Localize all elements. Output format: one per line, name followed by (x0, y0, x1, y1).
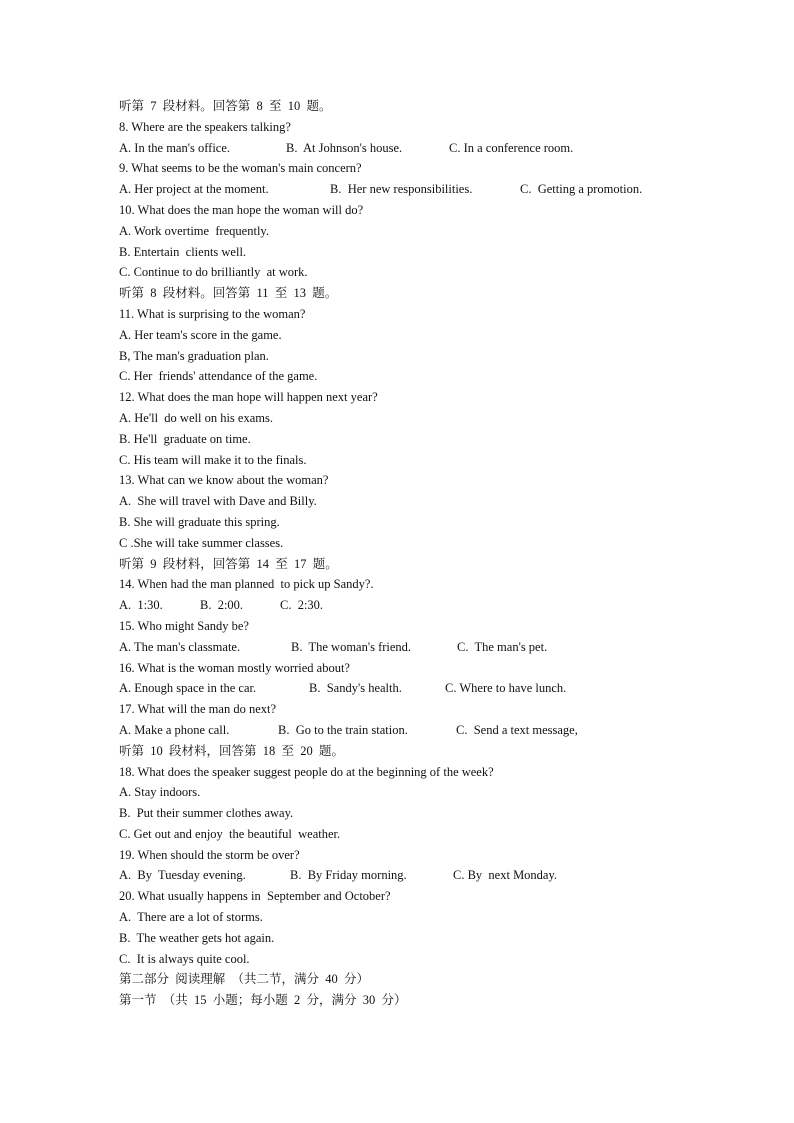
answer-option: C. In a conference room. (449, 140, 574, 155)
question-text: 19. When should the storm be over? (119, 847, 300, 862)
question-text: 18. What does the speaker suggest people do at the beginning of the week? (119, 764, 494, 779)
answer-option: C. Getting a promotion. (520, 182, 643, 197)
option-row (119, 179, 739, 200)
answer-option: A. By Tuesday evening. (119, 868, 246, 883)
answer-option: C. Send a text message, (456, 722, 578, 737)
question-text: 20. What usually happens in September and October? (119, 889, 391, 904)
answer-option: A. There are a lot of storms. (119, 910, 263, 925)
answer-option: C. Continue to do brilliantly at work. (119, 265, 308, 280)
answer-option: A. In the man's office. (119, 140, 231, 155)
answer-option: B. At Johnson's house. (286, 140, 403, 155)
section-heading: 听第 10 段材料，回答第 18 至 20 题。 (119, 743, 345, 758)
answer-option: B. The weather gets hot again. (119, 930, 275, 945)
section-heading: 听第 8 段材料。回答第 11 至 13 题。 (119, 286, 338, 301)
question-text: 14. When had the man planned to pick up Sandy?. (119, 577, 374, 592)
answer-option: A. The man's classmate. (119, 639, 241, 654)
answer-option: C. Get out and enjoy the beautiful weather. (119, 826, 341, 841)
option-row (119, 595, 739, 616)
answer-option: B. 2:00. (200, 598, 244, 613)
section-heading: 第二部分 阅读理解 （共二节，满分 40 分） (119, 972, 370, 987)
question-text: 17. What will the man do next? (119, 702, 277, 717)
answer-option: B. Sandy's health. (309, 681, 402, 696)
answer-option: A. 1:30. (119, 598, 163, 613)
question-text: 15. Who might Sandy be? (119, 618, 249, 633)
option-row (119, 678, 739, 699)
answer-option: A. Make a phone call. (119, 722, 230, 737)
answer-option: B. Entertain clients well. (119, 244, 247, 259)
exam-content (119, 96, 739, 1011)
answer-option: B. She will graduate this spring. (119, 514, 280, 529)
question-text: 10. What does the man hope the woman will do? (119, 202, 364, 217)
answer-option: B. Her new responsibilities. (330, 182, 473, 197)
question-text: 9. What seems to be the woman's main concern? (119, 161, 362, 176)
answer-option: B. By Friday morning. (290, 868, 407, 883)
question-text: 11. What is surprising to the woman? (119, 306, 306, 321)
option-row (119, 720, 739, 741)
question-text: 8. Where are the speakers talking? (119, 119, 291, 134)
answer-option: A. He'll do well on his exams. (119, 410, 273, 425)
section-heading: 听第 7 段材料。回答第 8 至 10 题。 (119, 99, 332, 113)
answer-option: A. Her project at the moment. (119, 182, 269, 197)
answer-option: A. Enough space in the car. (119, 681, 257, 696)
answer-option: C. His team will make it to the finals. (119, 452, 307, 467)
answer-option: B. He'll graduate on time. (119, 431, 251, 446)
answer-option: A. Work overtime frequently. (119, 223, 269, 238)
answer-option: A. She will travel with Dave and Billy. (119, 494, 317, 509)
question-text: 16. What is the woman mostly worried about? (119, 660, 350, 675)
option-row (119, 138, 739, 159)
option-row (119, 637, 739, 658)
answer-option: C. By next Monday. (453, 868, 558, 883)
section-heading: 听第 9 段材料，回答第 14 至 17 题。 (119, 556, 338, 571)
answer-option: C .She will take summer classes. (119, 535, 284, 550)
answer-option: B. The woman's friend. (291, 639, 412, 654)
answer-option: A. Her team's score in the game. (119, 327, 282, 342)
answer-option: C. 2:30. (280, 598, 324, 613)
answer-option: C. Where to have lunch. (445, 681, 567, 696)
option-row (119, 865, 739, 886)
answer-option: B. Go to the train station. (278, 722, 408, 737)
section-heading: 第一节 （共 15 小题；每小题 2 分，满分 30 分） (119, 993, 407, 1008)
answer-option: B. Put their summer clothes away. (119, 806, 294, 821)
answer-option: C. The man's pet. (457, 639, 548, 654)
answer-option: A. Stay indoors. (119, 785, 201, 800)
question-text: 13. What can we know about the woman? (119, 473, 329, 488)
question-text: 12. What does the man hope will happen next year? (119, 390, 378, 405)
answer-option: B, The man's graduation plan. (119, 348, 269, 363)
answer-option: C. Her friends' attendance of the game. (119, 369, 318, 384)
answer-option: C. It is always quite cool. (119, 951, 250, 966)
